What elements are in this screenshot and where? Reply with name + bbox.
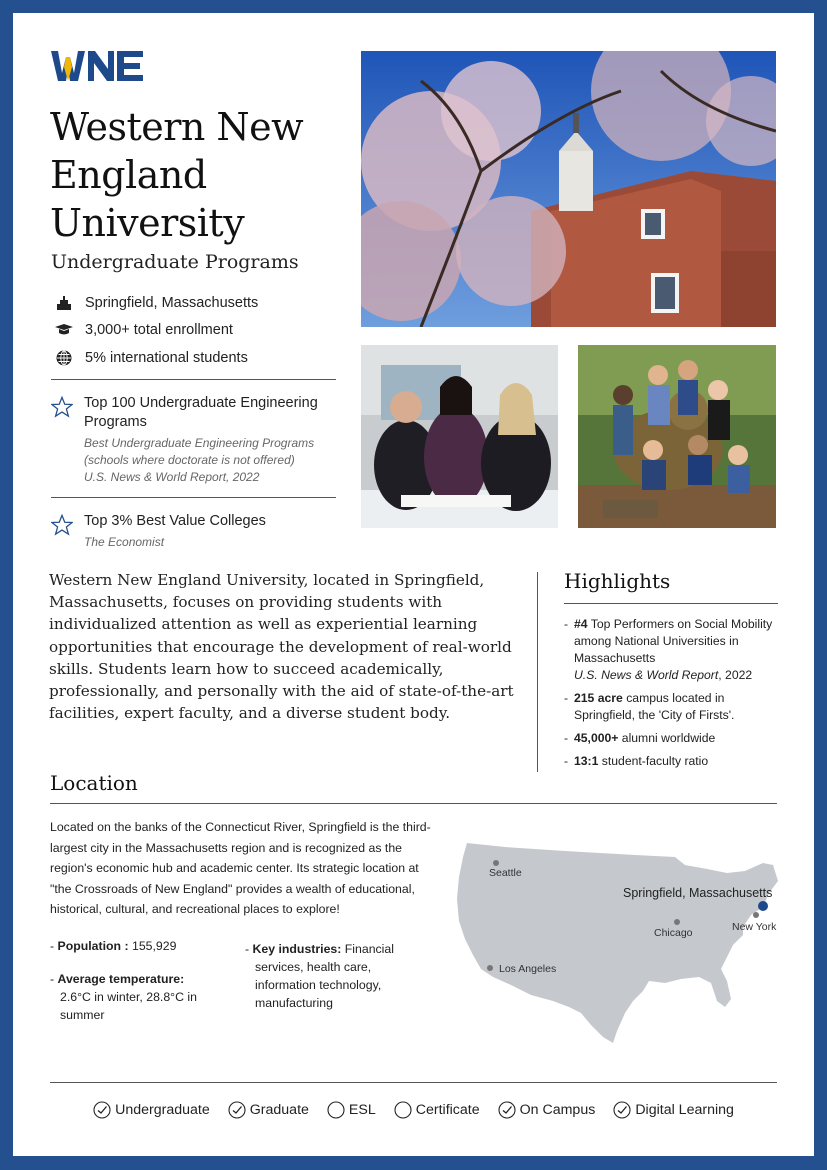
map-label-los-angeles: Los Angeles [499,963,557,975]
title-line-1: Western New [50,105,304,149]
list-item: - 215 acre campus located in Springfield, the 'City of Firsts'. [564,690,778,724]
program-graduate: Graduate [228,1101,309,1119]
empty-circle-icon [394,1101,412,1119]
check-circle-icon [613,1101,631,1119]
campus-building-photo [361,51,776,327]
fact-international [53,344,343,372]
us-map [445,835,790,1043]
award-best-value [51,512,341,551]
map-label-seattle: Seattle [489,867,522,879]
program-certificate: Certificate [394,1101,480,1119]
fact-text: Springfield, Massachusetts [85,294,259,311]
highlights-title: Highlights [564,569,671,593]
award-detail: Best Undergraduate Engineering Programs (schools where doctorate is not offered) U.S. News & World Report, 2022 [84,436,315,484]
page-subtitle: Undergraduate Programs [51,251,299,273]
program-digital-learning: Digital Learning [613,1101,734,1119]
map-label-springfield: Springfield, Massachusetts [623,886,773,900]
award-headline: Top 3% Best Value Colleges [84,513,266,529]
location-title: Location [50,771,138,795]
location-description: Located on the banks of the Connecticut River, Springfield is the third-largest city in the Massachusetts region and is recognized as the region's economic hub and academic center. Its strategic location at "the Crossroads of New England" provides a wealth of educational, historical, cultural, and recreational places to explore! [50,820,431,916]
check-circle-icon [228,1101,246,1119]
program-esl: ESL [327,1101,376,1119]
program-undergraduate: Undergraduate [93,1101,210,1119]
industries-stat: - Key industries: Financial services, health care, information technology, manufacturing [245,942,394,1010]
divider [50,803,777,804]
list-item: - 13:1 student-faculty ratio [564,753,778,770]
divider [564,603,778,604]
university-logo [51,51,145,81]
quick-facts [53,289,343,372]
award-source: The Economist [84,535,165,549]
empty-circle-icon [327,1101,345,1119]
check-circle-icon [93,1101,111,1119]
intro-paragraph: Western New England University, located in Springfield, Massachusetts, focuses on providing students with individualized attention as well as experiential learning opportunities that encourage the development of real-world skills. Students learn how to succeed academically, professionally, and personally with the aid of state-of-the-art facilities, expert faculty, and a diverse student body. [49,571,514,723]
list-item: - 45,000+ alumni worldwide [564,730,778,747]
divider [50,1082,777,1083]
brochure-page [13,13,814,1156]
students-group-photo [578,345,776,528]
fact-text: 3,000+ total enrollment [85,322,233,339]
divider [51,497,336,498]
fact-enrollment [53,317,343,345]
program-types [50,1101,777,1119]
title-line-2: England [50,153,207,197]
program-on-campus: On Campus [498,1101,596,1119]
star-icon [51,514,73,536]
graduation-cap-icon [53,322,75,338]
title-line-3: University [50,201,245,245]
university-title [50,103,350,247]
map-label-chicago: Chicago [654,927,693,939]
fact-text: 5% international students [85,349,248,366]
star-icon [51,396,73,418]
population-stat: - Population : 155,929 [50,939,177,953]
check-circle-icon [498,1101,516,1119]
students-table-photo [361,345,558,528]
list-item: - #4 Top Performers on Social Mobility among National Universities in Massachusetts U.S. News & World Report, 2022 [564,616,778,684]
vertical-divider [537,572,538,772]
fact-location [53,289,343,317]
map-label-new-york: New York [732,921,777,933]
temperature-stat: - Average temperature: 2.6°C in winter, 28.8°C in summer [50,972,197,1022]
award-headline: Top 100 Undergraduate Engineering Programs [84,395,318,430]
logo-mark-icon [51,51,145,81]
award-engineering [51,394,341,486]
divider [51,379,336,380]
building-icon [53,295,75,311]
highlights-list [564,616,778,776]
globe-icon [53,350,75,366]
